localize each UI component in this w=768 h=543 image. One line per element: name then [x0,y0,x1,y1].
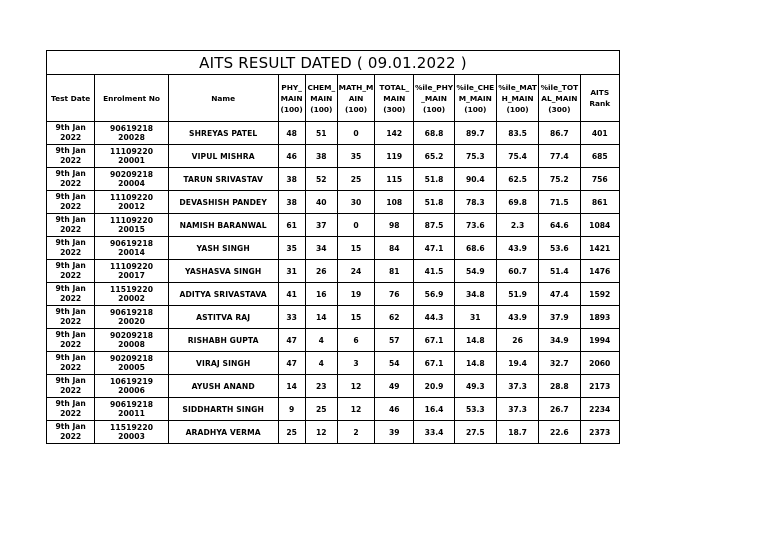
ile-total-cell: 28.8 [539,375,580,398]
table-row [47,237,620,260]
test-date-cell: 9th Jan 2022 [47,214,95,237]
ile-total-cell: 51.4 [539,260,580,283]
header-aits-rank [580,75,620,122]
ile-math-cell: 43.9 [496,237,538,260]
phy-cell: 41 [278,283,305,306]
ile-chem-cell: 31 [454,306,496,329]
header-line: H_MAIN [501,93,534,103]
rank-cell: 2373 [580,421,620,444]
phy-cell: 47 [278,352,305,375]
rank-cell: 1476 [580,260,620,283]
test-date-cell: 9th Jan 2022 [47,375,95,398]
total-cell: 115 [375,168,414,191]
ile-chem-cell: 14.8 [454,329,496,352]
results-table [46,50,620,444]
math-cell: 24 [337,260,374,283]
enrolment-cell: 11109220 20017 [95,260,168,283]
chem-cell: 12 [305,421,337,444]
table-row [47,260,620,283]
chem-cell: 4 [305,352,337,375]
enrolment-cell: 90209218 20004 [95,168,168,191]
header-line: MAIN [280,93,303,103]
name-cell: SHREYAS PATEL [168,122,278,145]
header-ile-total-main [539,75,580,122]
total-cell: 57 [375,329,414,352]
phy-cell: 33 [278,306,305,329]
enrolment-cell: 11519220 20003 [95,421,168,444]
ile-total-cell: 64.6 [539,214,580,237]
header-line: MAIN [310,93,333,103]
rank-cell: 1084 [580,214,620,237]
chem-cell: 25 [305,398,337,421]
ile-phy-cell: 68.8 [414,122,454,145]
math-cell: 15 [337,237,374,260]
name-cell: ADITYA SRIVASTAVA [168,283,278,306]
math-cell: 6 [337,329,374,352]
phy-cell: 35 [278,237,305,260]
enrolment-cell: 90209218 20005 [95,352,168,375]
ile-chem-cell: 89.7 [454,122,496,145]
test-date-cell: 9th Jan 2022 [47,398,95,421]
ile-math-cell: 18.7 [496,421,538,444]
table-row [47,283,620,306]
enrolment-cell: 11109220 20012 [95,191,168,214]
test-date-cell: 9th Jan 2022 [47,352,95,375]
phy-cell: 31 [278,260,305,283]
test-date-cell: 9th Jan 2022 [47,122,95,145]
math-cell: 12 [337,398,374,421]
name-cell: YASHASVA SINGH [168,260,278,283]
ile-total-cell: 34.9 [539,329,580,352]
rank-cell: 1893 [580,306,620,329]
total-cell: 108 [375,191,414,214]
test-date-cell: 9th Jan 2022 [47,145,95,168]
ile-math-cell: 83.5 [496,122,538,145]
ile-math-cell: 51.9 [496,283,538,306]
ile-math-cell: 62.5 [496,168,538,191]
test-date-cell: 9th Jan 2022 [47,306,95,329]
ile-total-cell: 22.6 [539,421,580,444]
header-line: M_MAIN [458,93,492,103]
phy-cell: 46 [278,145,305,168]
ile-total-cell: 37.9 [539,306,580,329]
total-cell: 76 [375,283,414,306]
header-line: MATH_M [338,82,374,92]
math-cell: 35 [337,145,374,168]
chem-cell: 38 [305,145,337,168]
header-line: %ile_CHE [456,82,495,92]
table-body [47,122,620,444]
ile-math-cell: 37.3 [496,398,538,421]
ile-math-cell: 19.4 [496,352,538,375]
ile-math-cell: 75.4 [496,145,538,168]
header-row [47,75,620,122]
ile-phy-cell: 67.1 [414,329,454,352]
total-cell: 98 [375,214,414,237]
enrolment-cell: 10619219 20006 [95,375,168,398]
table-row [47,168,620,191]
ile-math-cell: 43.9 [496,306,538,329]
header-line: AIN (100) [344,93,368,114]
header-phy-main [278,75,305,122]
total-cell: 62 [375,306,414,329]
name-cell: TARUN SRIVASTAV [168,168,278,191]
rank-cell: 1421 [580,237,620,260]
chem-cell: 40 [305,191,337,214]
math-cell: 30 [337,191,374,214]
ile-chem-cell: 14.8 [454,352,496,375]
phy-cell: 9 [278,398,305,421]
phy-cell: 48 [278,122,305,145]
header-enrolment-no [95,75,168,122]
chem-cell: 16 [305,283,337,306]
test-date-cell: 9th Jan 2022 [47,168,95,191]
name-cell: NAMISH BARANWAL [168,214,278,237]
phy-cell: 14 [278,375,305,398]
header-line: AITS [590,88,610,97]
ile-phy-cell: 41.5 [414,260,454,283]
math-cell: 3 [337,352,374,375]
ile-total-cell: 32.7 [539,352,580,375]
header-line: (100) [464,104,487,114]
name-cell: AYUSH ANAND [168,375,278,398]
name-cell: VIRAJ SINGH [168,352,278,375]
header-ile-math-main [496,75,538,122]
name-cell: DEVASHISH PANDEY [168,191,278,214]
total-cell: 49 [375,375,414,398]
phy-cell: 38 [278,168,305,191]
header-ile-phy-main [414,75,454,122]
chem-cell: 4 [305,329,337,352]
math-cell: 19 [337,283,374,306]
ile-chem-cell: 75.3 [454,145,496,168]
ile-math-cell: 60.7 [496,260,538,283]
header-line: TOTAL_ [379,82,410,92]
ile-phy-cell: 56.9 [414,283,454,306]
ile-total-cell: 71.5 [539,191,580,214]
ile-total-cell: 26.7 [539,398,580,421]
rank-cell: 756 [580,168,620,191]
table-row [47,421,620,444]
phy-cell: 47 [278,329,305,352]
total-cell: 39 [375,421,414,444]
ile-phy-cell: 67.1 [414,352,454,375]
total-cell: 46 [375,398,414,421]
header-line: Rank [589,99,611,108]
name-cell: VIPUL MISHRA [168,145,278,168]
ile-phy-cell: 47.1 [414,237,454,260]
ile-phy-cell: 20.9 [414,375,454,398]
ile-phy-cell: 51.8 [414,191,454,214]
total-cell: 119 [375,145,414,168]
header-line: (100) [422,104,446,114]
chem-cell: 23 [305,375,337,398]
ile-chem-cell: 90.4 [454,168,496,191]
enrolment-cell: 90619218 20028 [95,122,168,145]
ile-phy-cell: 87.5 [414,214,454,237]
phy-cell: 38 [278,191,305,214]
table-row [47,329,620,352]
table-row [47,352,620,375]
ile-math-cell: 2.3 [496,214,538,237]
table-row [47,398,620,421]
header-ile-chem-main [454,75,496,122]
header-line: _MAIN [421,93,447,103]
name-cell: SIDDHARTH SINGH [168,398,278,421]
header-line: (100) [310,104,333,114]
chem-cell: 34 [305,237,337,260]
rank-cell: 2234 [580,398,620,421]
chem-cell: 26 [305,260,337,283]
name-cell: ASTITVA RAJ [168,306,278,329]
header-test-date [47,75,95,122]
rank-cell: 1994 [580,329,620,352]
header-line: (300) [383,104,406,114]
phy-cell: 61 [278,214,305,237]
ile-chem-cell: 53.3 [454,398,496,421]
table-row [47,122,620,145]
header-line: Name [211,93,236,103]
rank-cell: 1592 [580,283,620,306]
header-line: %ile_MAT [498,82,537,92]
enrolment-cell: 90619218 20020 [95,306,168,329]
header-line: AL_MAIN [541,93,578,103]
ile-total-cell: 47.4 [539,283,580,306]
name-cell: ARADHYA VERMA [168,421,278,444]
ile-chem-cell: 73.6 [454,214,496,237]
total-cell: 81 [375,260,414,283]
rank-cell: 685 [580,145,620,168]
total-cell: 84 [375,237,414,260]
ile-total-cell: 53.6 [539,237,580,260]
math-cell: 2 [337,421,374,444]
math-cell: 0 [337,214,374,237]
enrolment-cell: 11109220 20015 [95,214,168,237]
ile-math-cell: 37.3 [496,375,538,398]
header-math-main [337,75,374,122]
table-title: AITS RESULT DATED ( 09.01.2022 ) [47,51,620,75]
ile-total-cell: 77.4 [539,145,580,168]
enrolment-cell: 11519220 20002 [95,283,168,306]
chem-cell: 37 [305,214,337,237]
ile-math-cell: 69.8 [496,191,538,214]
header-name [168,75,278,122]
test-date-cell: 9th Jan 2022 [47,260,95,283]
name-cell: RISHABH GUPTA [168,329,278,352]
header-line: (100) [280,104,303,114]
table-row [47,214,620,237]
total-cell: 142 [375,122,414,145]
ile-chem-cell: 68.6 [454,237,496,260]
header-total-main [375,75,414,122]
chem-cell: 51 [305,122,337,145]
header-line: (100) [506,104,529,114]
ile-chem-cell: 78.3 [454,191,496,214]
enrolment-cell: 90209218 20008 [95,329,168,352]
header-line: Enrolment No [103,93,161,103]
rank-cell: 401 [580,122,620,145]
header-chem-main [305,75,337,122]
table-row [47,145,620,168]
chem-cell: 14 [305,306,337,329]
test-date-cell: 9th Jan 2022 [47,329,95,352]
ile-chem-cell: 27.5 [454,421,496,444]
total-cell: 54 [375,352,414,375]
math-cell: 12 [337,375,374,398]
table-row [47,191,620,214]
ile-phy-cell: 16.4 [414,398,454,421]
test-date-cell: 9th Jan 2022 [47,421,95,444]
math-cell: 15 [337,306,374,329]
test-date-cell: 9th Jan 2022 [47,237,95,260]
ile-chem-cell: 54.9 [454,260,496,283]
rank-cell: 2173 [580,375,620,398]
ile-chem-cell: 49.3 [454,375,496,398]
rank-cell: 861 [580,191,620,214]
ile-total-cell: 86.7 [539,122,580,145]
enrolment-cell: 90619218 20011 [95,398,168,421]
ile-phy-cell: 65.2 [414,145,454,168]
phy-cell: 25 [278,421,305,444]
table-row [47,375,620,398]
ile-math-cell: 26 [496,329,538,352]
ile-total-cell: 75.2 [539,168,580,191]
math-cell: 0 [337,122,374,145]
ile-phy-cell: 33.4 [414,421,454,444]
chem-cell: 52 [305,168,337,191]
test-date-cell: 9th Jan 2022 [47,191,95,214]
test-date-cell: 9th Jan 2022 [47,283,95,306]
table-row [47,306,620,329]
enrolment-cell: 11109220 20001 [95,145,168,168]
name-cell: YASH SINGH [168,237,278,260]
ile-chem-cell: 34.8 [454,283,496,306]
enrolment-cell: 90619218 20014 [95,237,168,260]
header-line: PHY_ [281,82,302,92]
header-line: Test Date [51,93,91,103]
header-line: MAIN [383,93,406,103]
ile-phy-cell: 44.3 [414,306,454,329]
math-cell: 25 [337,168,374,191]
header-line: %ile_TOT [540,82,579,92]
rank-cell: 2060 [580,352,620,375]
header-line: %ile_PHY [414,82,454,92]
header-line: CHEM_ [307,82,336,92]
ile-phy-cell: 51.8 [414,168,454,191]
header-line: (300) [548,104,571,114]
